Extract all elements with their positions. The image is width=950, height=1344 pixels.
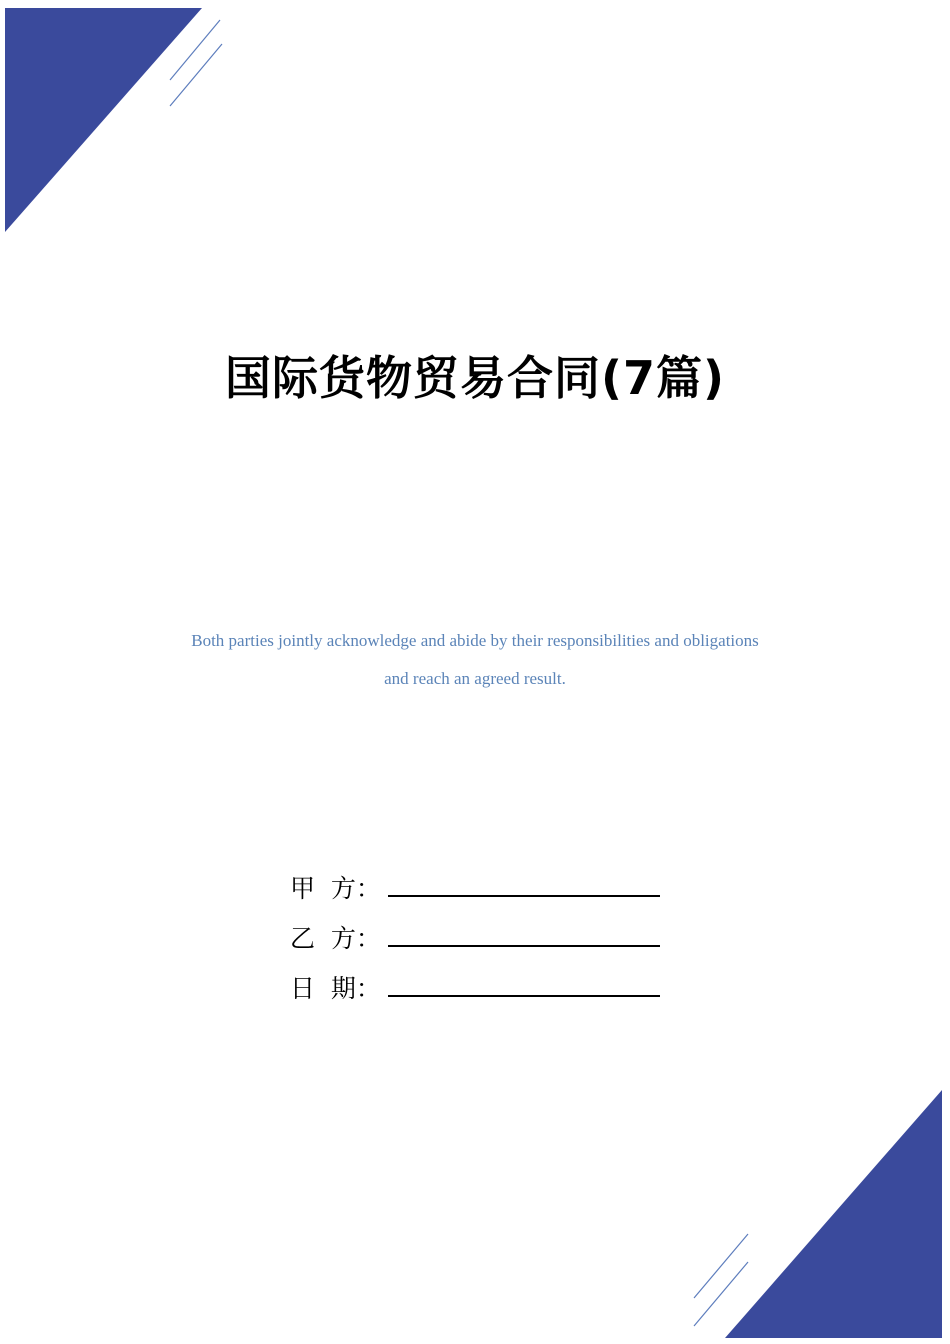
bottom-right-triangle — [725, 1090, 942, 1338]
bottom-right-stripe — [694, 1234, 748, 1298]
top-left-stripe — [170, 44, 222, 106]
date-row — [290, 955, 660, 1005]
top-left-triangle — [5, 8, 202, 232]
party-b-label: 乙 方： — [290, 924, 381, 953]
party-b-row — [290, 905, 660, 955]
date-blank-line[interactable] — [388, 995, 660, 997]
party-a-label: 甲 方： — [290, 874, 381, 903]
subtitle-line: Both parties jointly acknowledge and abide by their responsibilities and obligations — [191, 631, 759, 650]
subtitle-line: and reach an agreed result. — [384, 669, 566, 688]
party-b-blank-line[interactable] — [388, 945, 660, 947]
document-subtitle — [120, 622, 830, 698]
party-a-blank-line[interactable] — [388, 895, 660, 897]
document-title: 国际货物贸易合同(7篇) — [224, 351, 726, 405]
party-a-row — [290, 855, 660, 905]
date-label: 日 期： — [290, 974, 381, 1003]
bottom-right-stripe — [694, 1262, 748, 1326]
signature-fields — [290, 855, 660, 1005]
